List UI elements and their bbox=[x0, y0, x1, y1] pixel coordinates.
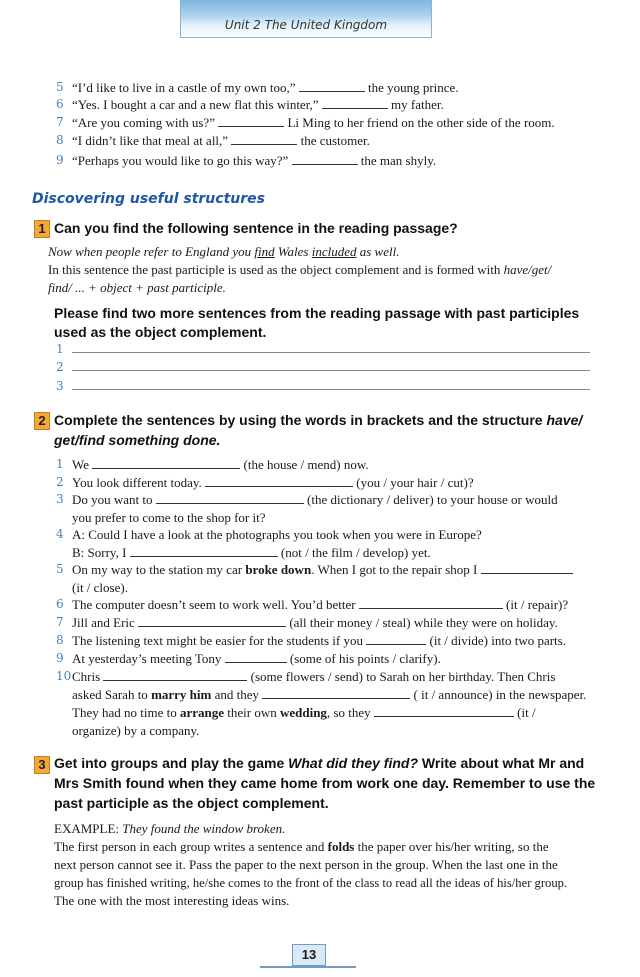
task-number-badge: 2 bbox=[34, 412, 50, 430]
example-underlined: find bbox=[254, 244, 275, 259]
item-text: . When I got to the repair shop I bbox=[311, 562, 478, 577]
task2-item-10-b bbox=[72, 686, 586, 703]
item-number: 5 bbox=[56, 80, 64, 94]
page-number: 13 bbox=[292, 944, 326, 966]
task-number-badge: 3 bbox=[34, 756, 50, 774]
item-text: The computer doesn’t seem to work well. You’d better bbox=[72, 597, 356, 612]
task2-item-3-cont: you prefer to come to the shop for it? bbox=[72, 510, 266, 525]
answer-line[interactable] bbox=[72, 352, 590, 353]
item-number: 5 bbox=[56, 562, 64, 576]
explanation-line bbox=[48, 261, 551, 279]
instructions-line-2: next person cannot see it. Pass the paper to the next person in the group. When the last one in the bbox=[54, 857, 558, 872]
task2-item-2 bbox=[72, 474, 474, 491]
task2-item-3 bbox=[72, 491, 558, 508]
item-text: The listening text might be easier for the students if you bbox=[72, 633, 363, 648]
unit-title: Unit 2 The United Kingdom bbox=[224, 18, 388, 32]
item-text: “Perhaps you would like to go this way?” bbox=[72, 153, 289, 168]
item-bold-text: marry him bbox=[151, 687, 212, 702]
item-number: 7 bbox=[56, 115, 64, 129]
task2-item-9 bbox=[72, 650, 441, 667]
task2-item-1 bbox=[72, 456, 369, 473]
item-text: ( it / announce) in the newspaper. bbox=[413, 687, 587, 702]
answer-blank[interactable] bbox=[92, 456, 240, 469]
example-text: They found the window broken. bbox=[122, 821, 286, 836]
answer-blank[interactable] bbox=[374, 704, 514, 717]
item-text: (it / bbox=[517, 705, 536, 720]
answer-blank[interactable] bbox=[292, 152, 358, 165]
task2-item-10-d: organize) by a company. bbox=[72, 723, 200, 738]
item-text: You look different today. bbox=[72, 475, 202, 490]
item-text: (the house / mend) now. bbox=[243, 457, 369, 472]
example-line bbox=[54, 820, 285, 838]
task2-item-5-cont: (it / close). bbox=[72, 580, 128, 595]
top-item-7 bbox=[72, 114, 555, 131]
item-text: (all their money / steal) while they were on holiday. bbox=[289, 615, 558, 630]
item-text: (it / divide) into two parts. bbox=[429, 633, 566, 648]
item-text: the customer. bbox=[300, 133, 370, 148]
example-label: EXAMPLE: bbox=[54, 821, 119, 836]
instruction-text: the paper over his/her writing, so the bbox=[357, 839, 549, 854]
instructions-line-3: group has finished writing, he/she comes to the front of the class to read all the ideas of his/her group. bbox=[54, 876, 568, 890]
task-number-badge: 1 bbox=[34, 220, 50, 238]
item-number: 10 bbox=[56, 669, 72, 683]
example-underlined: included bbox=[311, 244, 357, 259]
item-text: asked Sarah to bbox=[72, 687, 148, 702]
item-text: “Yes. I bought a car and a new flat this winter,” bbox=[72, 97, 319, 112]
top-item-6 bbox=[72, 96, 444, 113]
task2-item-4: A: Could I have a look at the photographs you took when you were in Europe? bbox=[72, 527, 482, 542]
item-text: We bbox=[72, 457, 89, 472]
item-text: Li Ming to her friend on the other side of the room. bbox=[287, 115, 555, 130]
item-number: 6 bbox=[56, 597, 64, 611]
line-number: 2 bbox=[56, 360, 64, 374]
page-number-rule bbox=[260, 966, 356, 968]
item-number: 1 bbox=[56, 457, 64, 471]
item-text: (the dictionary / deliver) to your house or would bbox=[307, 492, 558, 507]
item-number: 8 bbox=[56, 633, 64, 647]
item-text: (some of his points / clarify). bbox=[289, 651, 441, 666]
answer-line[interactable] bbox=[72, 370, 590, 371]
item-text: and they bbox=[214, 687, 260, 702]
answer-blank[interactable] bbox=[218, 114, 284, 127]
item-number: 2 bbox=[56, 475, 64, 489]
item-text: Do you want to bbox=[72, 492, 153, 507]
answer-blank[interactable] bbox=[262, 686, 410, 699]
answer-blank[interactable] bbox=[366, 632, 426, 645]
item-text: their own bbox=[227, 705, 277, 720]
task2-item-8 bbox=[72, 632, 566, 649]
task1-instruction: Please find two more sentences from the reading passage with past participles bbox=[54, 305, 580, 321]
heading-italic: have/ bbox=[546, 412, 583, 428]
item-text: my father. bbox=[391, 97, 444, 112]
answer-blank[interactable] bbox=[103, 668, 247, 681]
item-bold-text: arrange bbox=[179, 705, 224, 720]
item-number: 9 bbox=[56, 153, 64, 167]
task3-heading bbox=[54, 753, 584, 773]
item-text: (not / the film / develop) yet. bbox=[280, 545, 431, 560]
task3-heading-3: past participle as the object complement. bbox=[54, 795, 329, 811]
item-text: At yesterday’s meeting Tony bbox=[72, 651, 222, 666]
task2-item-5 bbox=[72, 561, 573, 578]
item-number: 8 bbox=[56, 133, 64, 147]
item-text: “Are you coming with us?” bbox=[72, 115, 215, 130]
answer-blank[interactable] bbox=[138, 614, 286, 627]
answer-blank[interactable] bbox=[130, 544, 278, 557]
line-number: 3 bbox=[56, 379, 64, 393]
example-text: as well. bbox=[359, 244, 400, 259]
example-text: Wales bbox=[277, 244, 309, 259]
item-number: 6 bbox=[56, 97, 64, 111]
explanation-text: In this sentence the past participle is used as the object complement and is formed with bbox=[48, 262, 501, 277]
answer-blank[interactable] bbox=[299, 79, 365, 92]
item-number: 7 bbox=[56, 615, 64, 629]
task2-heading bbox=[54, 410, 582, 430]
item-number: 4 bbox=[56, 527, 64, 541]
explanation-line-2: find/ ... + object + past participle. bbox=[48, 280, 226, 295]
instruction-bold: folds bbox=[327, 839, 355, 854]
answer-blank[interactable] bbox=[225, 650, 287, 663]
answer-blank[interactable] bbox=[481, 561, 573, 574]
item-text: On my way to the station my car bbox=[72, 562, 243, 577]
item-text: (it / repair)? bbox=[506, 597, 569, 612]
item-text: “I’d like to live in a castle of my own too,” bbox=[72, 80, 296, 95]
item-text: “I didn’t like that meal at all,” bbox=[72, 133, 229, 148]
heading-text: Get into groups and play the game bbox=[54, 755, 285, 771]
item-text: Chris bbox=[72, 669, 101, 684]
header-banner bbox=[180, 0, 432, 38]
item-text: B: Sorry, I bbox=[72, 545, 127, 560]
answer-blank[interactable] bbox=[322, 96, 388, 109]
item-text: They had no time to bbox=[72, 705, 177, 720]
item-text: Jill and Eric bbox=[72, 615, 135, 630]
item-bold-text: wedding bbox=[279, 705, 327, 720]
task2-item-10 bbox=[72, 668, 555, 685]
item-text: the man shyly. bbox=[360, 153, 437, 168]
heading-text: Complete the sentences by using the words in brackets and the structure bbox=[54, 412, 543, 428]
heading-italic: What did they find? bbox=[288, 755, 419, 771]
item-number: 3 bbox=[56, 492, 64, 506]
top-item-8 bbox=[72, 132, 370, 149]
item-text: , so they bbox=[326, 705, 371, 720]
task2-item-7 bbox=[72, 614, 558, 631]
instruction-text: The first person in each group writes a sentence and bbox=[54, 839, 325, 854]
top-item-5 bbox=[72, 79, 459, 96]
item-text: (you / your hair / cut)? bbox=[356, 475, 474, 490]
task2-item-10-c bbox=[72, 704, 536, 721]
task2-heading-2: get/find something done. bbox=[54, 432, 221, 448]
task1-heading: Can you find the following sentence in the reading passage? bbox=[54, 220, 458, 236]
section-title: Discovering useful structures bbox=[32, 191, 265, 207]
example-sentence bbox=[48, 243, 399, 261]
explanation-italic: have/get/ bbox=[503, 262, 552, 277]
task2-item-6 bbox=[72, 596, 568, 613]
answer-blank[interactable] bbox=[231, 132, 297, 145]
heading-text: Write about what Mr and bbox=[421, 755, 585, 771]
item-text: (some flowers / send) to Sarah on her birthday. Then Chris bbox=[250, 669, 556, 684]
item-number: 9 bbox=[56, 651, 64, 665]
task3-heading-2: Mrs Smith found when they came home from work one day. Remember to use the bbox=[54, 775, 596, 791]
answer-blank[interactable] bbox=[156, 491, 304, 504]
answer-blank[interactable] bbox=[205, 474, 353, 487]
item-bold-text: broke down bbox=[245, 562, 312, 577]
task2-item-4-b bbox=[72, 544, 431, 561]
answer-blank[interactable] bbox=[359, 596, 503, 609]
top-item-9 bbox=[72, 152, 436, 169]
line-number: 1 bbox=[56, 342, 64, 356]
instructions-line-4: The one with the most interesting ideas wins. bbox=[54, 893, 290, 908]
answer-line[interactable] bbox=[72, 389, 590, 390]
item-text: the young prince. bbox=[367, 80, 459, 95]
task1-instruction-2: used as the object complement. bbox=[54, 324, 267, 340]
instructions-line-1 bbox=[54, 838, 549, 856]
example-text: Now when people refer to England you bbox=[48, 244, 252, 259]
